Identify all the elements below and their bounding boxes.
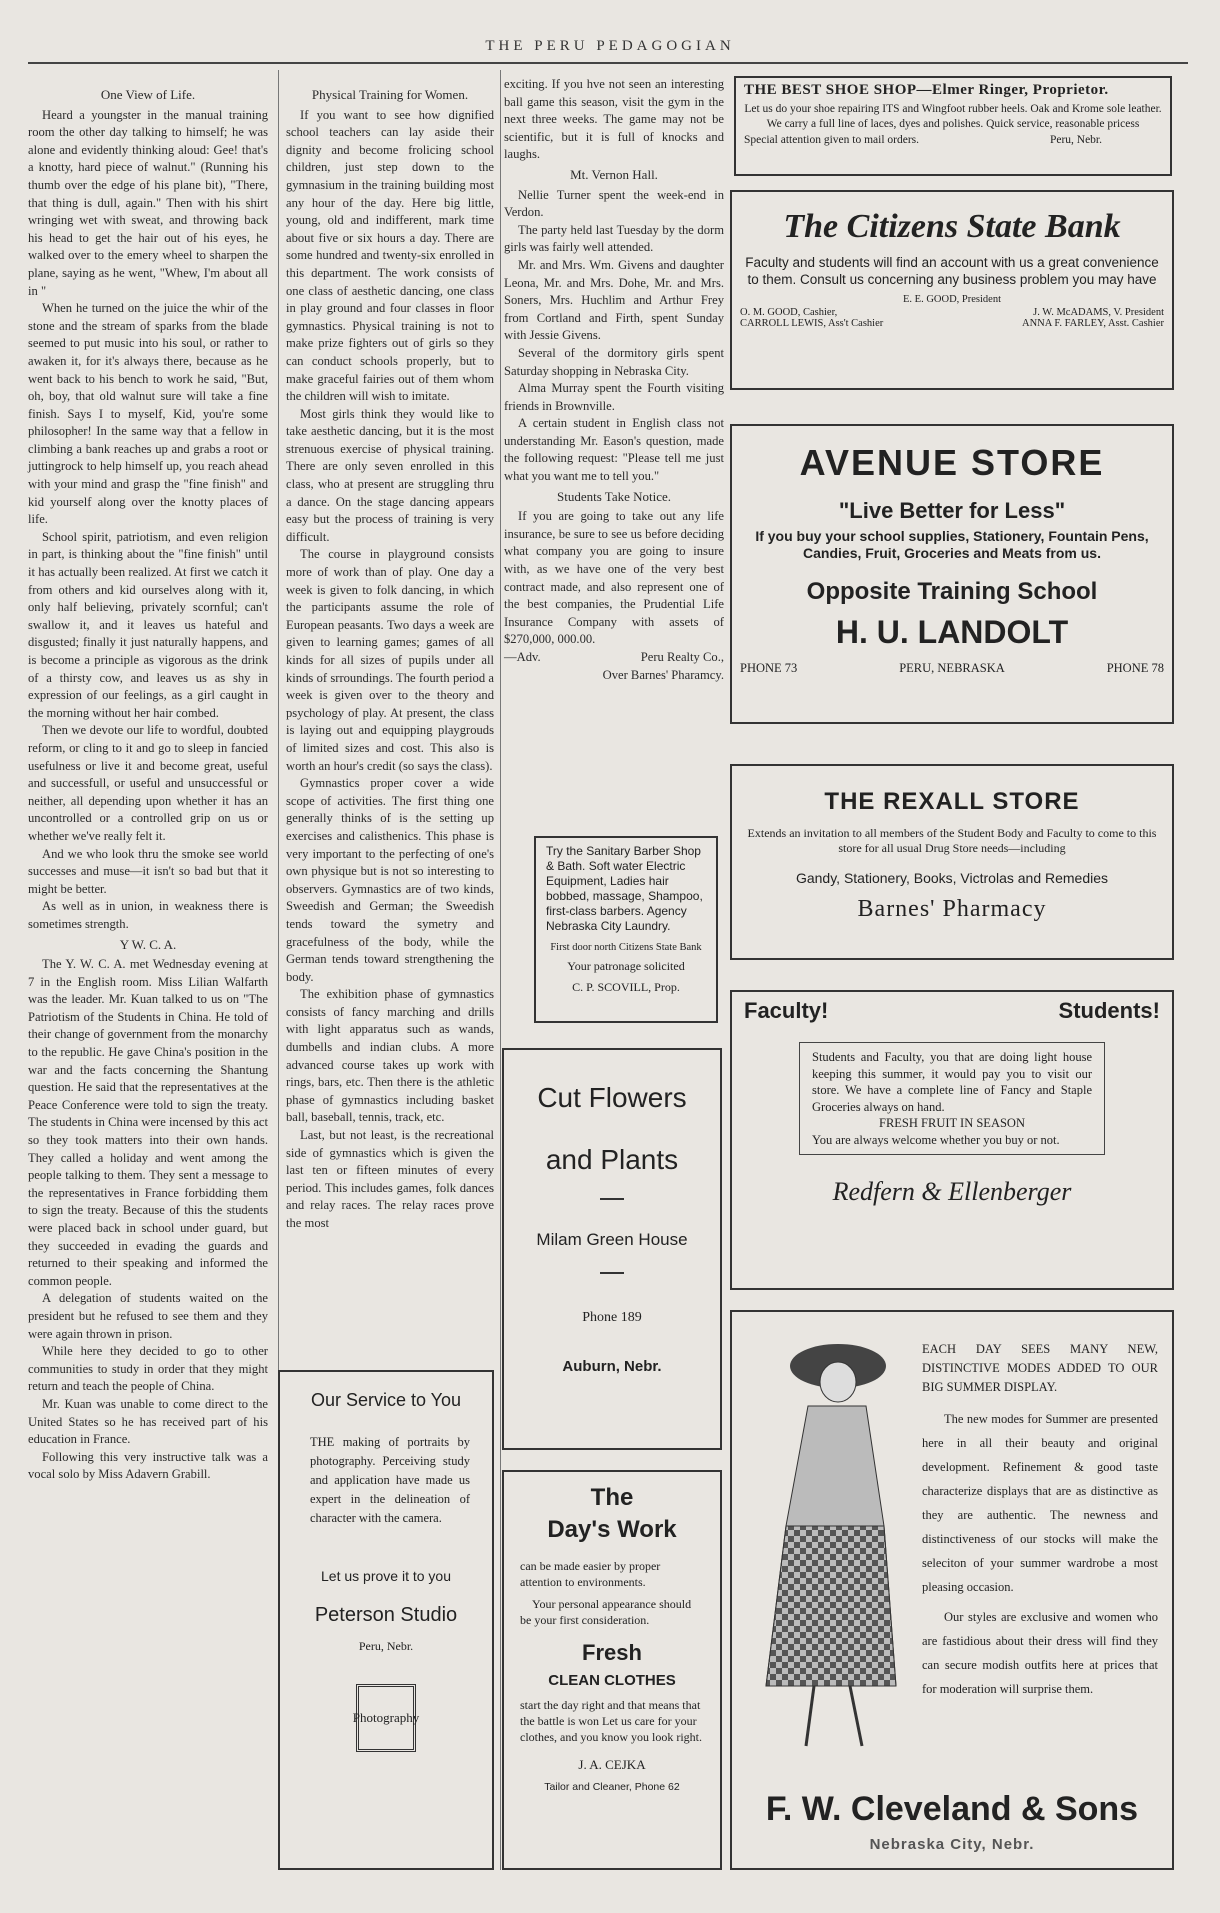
rexall-body: Extends an invitation to all members of the Student Body and Faculty to come to this store for all usual Drug Store needs—including xyxy=(747,826,1157,855)
paragraph: Then we devote our life to wordful, doubted reform, or cling to it and go to sleep in fancied usefulness or live it and become great, useful and successfull, or useful and unsuccessful or neither, all depending upon whether it has an uncontrolled or a controlled grip on us or whether we've really felt it. xyxy=(28,723,268,843)
bank-body: Faculty and students will find an account with us a great convenience to them. Consult us concerning any business problem you may have xyxy=(745,255,1159,287)
avenue-opposite: Opposite Training School xyxy=(806,578,1098,605)
rexall-name: Barnes' Pharmacy xyxy=(857,896,1047,922)
avenue-store-ad xyxy=(730,424,1174,724)
barber-text: Try the Sanitary Barber Shop & Bath. Soft water Electric Equipment, Ladies hair bobbed, massage, Shampoo, first-class barbers. Agency Nebraska City Laundry. xyxy=(546,844,703,933)
cleveland-place: Nebraska City, Nebr. xyxy=(869,1836,1035,1853)
paragraph: When he turned on the juice the whir of the stone and the stream of sparks from the blade seemed to put music into his soul, or rather to awaken it, for it's always there, because as he went back to his bench to work he said, "But, oh, boy, that old walnut sure will take a fine finish. Says I to myself, Kid, you're some philosopher! In the same way that a fellow in climbing a bank reaches up and grabs a root or juttingrock to help himself up, you reach ahead with your mind and grasp the "fine finish" and kid yourself along over the knotty places of life. xyxy=(28,301,268,527)
column-1 xyxy=(28,84,268,1484)
paragraph: Most girls think they would like to take aesthetic dancing, but it is the most strenuous exercise of physical training. There are only seven enrolled in this class, who at present are struggling thru a dance. On the stage dancing appears easy but the process of training is very difficult. xyxy=(286,406,494,544)
cleveland-para: Our styles are exclusive and women who are fastidious about their dress will find they can secure modish outfits here at prices that for moderation will surprise them. xyxy=(922,1610,1158,1696)
greenhouse-phone: Phone 189 xyxy=(582,1310,642,1325)
bank-ad xyxy=(730,190,1174,390)
avenue-line: If you buy your school supplies, Stationery, Fountain Pens, Candies, Fruit, Groceries and Meats from us. xyxy=(755,528,1149,561)
daywork-name: J. A. CEJKA xyxy=(578,1757,646,1772)
column-3 xyxy=(504,76,724,684)
barber-patronage: Your patronage solicited xyxy=(567,959,685,973)
bank-officer: O. M. GOOD, Cashier, xyxy=(740,307,838,318)
column-divider xyxy=(500,70,501,1870)
peterson-prove: Let us prove it to you xyxy=(321,1568,451,1584)
flowers-line-2: and Plants xyxy=(545,1144,679,1175)
divider xyxy=(600,1272,624,1274)
paragraph: Last, but not least, is the recreational side of gymnastics which is given the last ten or fifteen minutes of every period. This includes games, folk dances and relay races. The relay races prove the most xyxy=(286,1128,494,1230)
divider xyxy=(600,1198,624,1200)
article-title-one-view: One View of Life. xyxy=(100,87,196,102)
peterson-ad xyxy=(278,1370,494,1870)
cleveland-text xyxy=(922,1340,1158,1701)
redfern-name: Redfern & Ellenberger xyxy=(832,1177,1072,1206)
paragraph: While here they decided to go to other communities to study in order that they might return and teach the people of China. xyxy=(28,1344,268,1394)
masthead-rule xyxy=(28,62,1188,64)
daywork-sub: Tailor and Cleaner, Phone 62 xyxy=(544,1781,680,1793)
paragraph: School spirit, patriotism, and even religion in part, is thinking about the "fine finish" until it has actually been realized. At first we catch it from others and kid ourselves along with it, only half believing, privately scornful; can't swallow it, and it leaves us hateful and disgusted; finally it just naturally happens, and is become a principle as vigorous as the drink of a thirsty cow, and leaves us as shy in expression of our feelings, as a girl caught in the morning without her hair combed. xyxy=(28,529,268,720)
fashion-illustration xyxy=(746,1326,906,1766)
peterson-title: Our Service to You xyxy=(310,1390,462,1410)
paragraph: Nellie Turner spent the week-end in Verdon. xyxy=(504,187,724,220)
avenue-title: AVENUE STORE xyxy=(799,442,1105,483)
peterson-place: Peru, Nebr. xyxy=(358,1639,414,1653)
shoe-shop-body: Let us do your shoe repairing ITS and Wingfoot rubber heels. Oak and Krome sole leather. We carry a full line of laces, dyes and polishes. Quick service, reasonable pricess xyxy=(744,103,1162,130)
flowers-line-1: Cut Flowers xyxy=(537,1082,687,1113)
paragraph: Mr. and Mrs. Wm. Givens and daughter Leona, Mr. and Mrs. Dohe, Mr. and Mrs. Soners, Mrs. Huchlim and Arthur Frey from Cortland and Firth, spent Sunday with Jessie Givens. xyxy=(504,257,724,343)
daywork-ad xyxy=(502,1470,722,1870)
flowers-ad xyxy=(502,1048,722,1450)
daywork-para-1: can be made easier by proper attention to environments. xyxy=(520,1559,661,1589)
cleveland-para: The new modes for Summer are presented here in all their beauty and original development. Refinement & good taste characterize displays that are as distinctive as they are authentic. The newness and distinctiveness of our stocks will make the seleciton of your summer wardrobe a most pleasing occasion. xyxy=(922,1412,1158,1594)
paragraph: The exhibition phase of gymnastics consists of fancy marching and drills with light apparatus such as wands, dumbells and indian clubs. A more advanced course takes up work with rings, bars, etc. Then there is the athletic phase of gymnastics including basket ball, baseball, tennis, track, etc. xyxy=(286,987,494,1125)
redfern-faculty: Faculty! xyxy=(744,998,829,1023)
article-title-physical-training: Physical Training for Women. xyxy=(311,87,469,102)
paragraph: The course in playground consists more of work than of play. One day a week is given to folk dancing, in which the participants assume the role of European peasants. Two days a week are given to learning games; games of all kinds for all sizes of pupils under all kinds of srroundings. The fourth period a week is given over to the theory and psychology of play. At present, the class is laying out and equipping playgrouds of limited sizes and cost. This also is worth an hour's credit (so says the class). xyxy=(286,547,494,773)
redfern-ad xyxy=(730,990,1174,1290)
column-2 xyxy=(286,84,494,1233)
paragraph: The party held last Tuesday by the dorm girls was fairly well attended. xyxy=(504,222,724,255)
paragraph: Heard a youngster in the manual training room the other day talking to himself; he was alone and evidently thinking aloud: Gee! that's a knotty, hard piece of walnut." (Running his thumb over the edge of his plane bit), "There, that thing is dull, again." Then with his shirt wringing wet with sweat, and throwing back his head to get the hair out of his eyes, he walked over to the emery wheel to sharpen the plane, saying as he went, "Whew, I'm about all in " xyxy=(28,107,268,298)
bank-officer: J. W. McADAMS, V. President xyxy=(1033,307,1164,318)
daywork-title-1: The xyxy=(590,1484,634,1511)
paragraph: If you are going to take out any life insurance, be sure to see us before deciding what company you are going to insure with, as we have one of the very best contract made, and also represent one of the best companies, the Prudential Life Insurance Company with assets of $270,000, 000.00. xyxy=(504,509,724,647)
photography-badge: Photography xyxy=(356,1684,416,1752)
daywork-title-2: Day's Work xyxy=(547,1516,677,1543)
paragraph: Mr. Kuan was unable to come direct to the United States so he has received part of his education in France. xyxy=(28,1396,268,1447)
cleveland-head: EACH DAY SEES MANY NEW, DISTINCTIVE MODES ADDED TO OUR BIG SUMMER DISPLAY. xyxy=(922,1342,1158,1394)
avenue-slogan: "Live Better for Less" xyxy=(838,498,1066,523)
avenue-owner: H. U. LANDOLT xyxy=(835,614,1069,650)
shoe-shop-mail: Special attention given to mail orders. xyxy=(744,134,920,146)
paragraph: Alma Murray spent the Fourth visiting friends in Brownville. xyxy=(504,381,724,413)
cleveland-name: F. W. Cleveland & Sons xyxy=(765,1790,1139,1828)
article-title-ywca: Y W. C. A. xyxy=(119,936,177,952)
paragraph: Several of the dormitory girls spent Saturday shopping in Nebraska City. xyxy=(504,345,724,378)
signature: Over Barnes' Pharamcy. xyxy=(602,667,724,682)
paragraph: exciting. If you hve not seen an interesting ball game this season, visit the gym in the next three weeks. The game may not be scientific, but it is full of knocks and laughs. xyxy=(504,77,724,162)
avenue-place: PERU, NEBRASKA xyxy=(899,661,1005,675)
barber-location: First door north Citizens State Bank xyxy=(550,942,702,953)
barber-proprietor: C. P. SCOVILL, Prop. xyxy=(572,980,680,994)
rexall-ad xyxy=(730,764,1174,960)
article-title-mt-vernon: Mt. Vernon Hall. xyxy=(570,166,658,182)
paragraph: Following this very instructive talk was a vocal solo by Miss Adavern Grabill. xyxy=(28,1449,268,1482)
redfern-fruit: FRESH FRUIT IN SEASON xyxy=(879,1116,1025,1130)
adv-label: —Adv. xyxy=(504,650,541,664)
bank-officer: ANNA F. FARLEY, Asst. Cashier xyxy=(1022,318,1164,329)
redfern-welcome: You are always welcome whether you buy or not. xyxy=(812,1132,1060,1147)
paragraph: A delegation of students waited on the president but he refused to see them and they were again thrown in prison. xyxy=(28,1291,268,1341)
bank-president: E. E. GOOD, President xyxy=(903,294,1001,305)
daywork-para-3: start the day right and that means that the battle is won Let us care for your clothes, and you know you look right. xyxy=(520,1698,702,1744)
paragraph: Gymnastics proper cover a wide scope of activities. The first thing one generally thinks of is the setting up exercises and calisthenics. This phase is very important to the perfecting of one's own physique but is not so interesting to observers. Gymnastics are of two kinds, Sweedish and German; the Sweedish tends toward the symetry and gracefulness of the body, while the German tends toward strengthening the body. xyxy=(286,776,494,984)
rexall-items: Gandy, Stationery, Books, Victrolas and Remedies xyxy=(795,870,1109,886)
daywork-para-2: Your personal appearance should be your first consideration. xyxy=(520,1597,692,1627)
greenhouse-location: Auburn, Nebr. xyxy=(562,1358,662,1375)
rexall-title: THE REXALL STORE xyxy=(824,788,1080,815)
redfern-body: Students and Faculty, you that are doing light house keeping this summer, it would pay you to visit our store. We have a complete line of Fancy and Staple Groceries always on hand. xyxy=(812,1050,1092,1114)
paragraph: The Y. W. C. A. met Wednesday evening at 7 in the English room. Miss Lilian Walfarth was the leader. Mr. Kuan talked to us on "The Patriotism of the Students in China. He told of their change of government from the monarchy to the republic. He gave China's position in the war and the facts concerning the Shantung question. He said that the representatives at the Peace Conference were told to sign the treaty. The students in China were incensed by this act so they took matters into their own hands. They called a holiday and went among the people talking to them. They sent a message to the representatives in France forbidding them to sign the treaty. Because of this the students were placed back in school under guard, but they succeeded in evading the guards and returned to their speaking and informed the common people. xyxy=(28,957,268,1288)
signature: Peru Realty Co., xyxy=(640,650,724,664)
bank-title: The Citizens State Bank xyxy=(783,208,1121,245)
avenue-phone: PHONE 78 xyxy=(1106,661,1164,675)
masthead: THE PERU PEDAGOGIAN xyxy=(485,38,735,54)
paragraph: As well as in union, in weakness there is sometimes strength. xyxy=(28,899,268,931)
barber-ad xyxy=(534,836,718,1023)
paragraph: A certain student in English class not understanding Mr. Eason's question, made the following request: "Please tell me just what you want me to tell you." xyxy=(504,416,724,484)
redfern-inner-box xyxy=(799,1042,1105,1155)
shoe-shop-ad xyxy=(734,76,1172,176)
bank-officer: CARROLL LEWIS, Ass't Cashier xyxy=(740,318,884,329)
shoe-shop-title: THE BEST SHOE SHOP—Elmer Ringer, Proprietor. xyxy=(744,82,1109,98)
article-title-students-notice: Students Take Notice. xyxy=(556,488,672,504)
greenhouse-name: Milam Green House xyxy=(536,1230,688,1249)
avenue-phone: PHONE 73 xyxy=(740,661,798,675)
paragraph: If you want to see how dignified school teachers can lay aside their dignity and become frolicing school children, just step down to the gymnasium in the training building most any hour of the day. Here big little, young, old and indifferent, mark time about five or six hours a day. There are some hundred and twenty-six enrolled in this department. The work consists of one class of aesthetic dancing, one class in play ground and four classes in floor gymnastics. Physical training is not to make prize fighters out of girls so they can conduct schools properly, but to make graceful fairies out of them whom the children will wish to imitate. xyxy=(286,107,494,404)
daywork-fresh: Fresh xyxy=(582,1640,642,1665)
cleveland-ad xyxy=(730,1310,1174,1870)
redfern-students: Students! xyxy=(1058,998,1160,1023)
paragraph: And we who look thru the smoke see world successes and muse—it isn't so bad but that it might be better. xyxy=(28,846,268,896)
peterson-body: THE making of portraits by photography. Perceiving study and application have made us expert in the delineation of character with the camera. xyxy=(310,1435,470,1525)
peterson-name: Peterson Studio xyxy=(314,1604,458,1626)
daywork-clean: CLEAN CLOTHES xyxy=(548,1672,676,1689)
shoe-shop-place: Peru, Nebr. xyxy=(1049,134,1102,146)
